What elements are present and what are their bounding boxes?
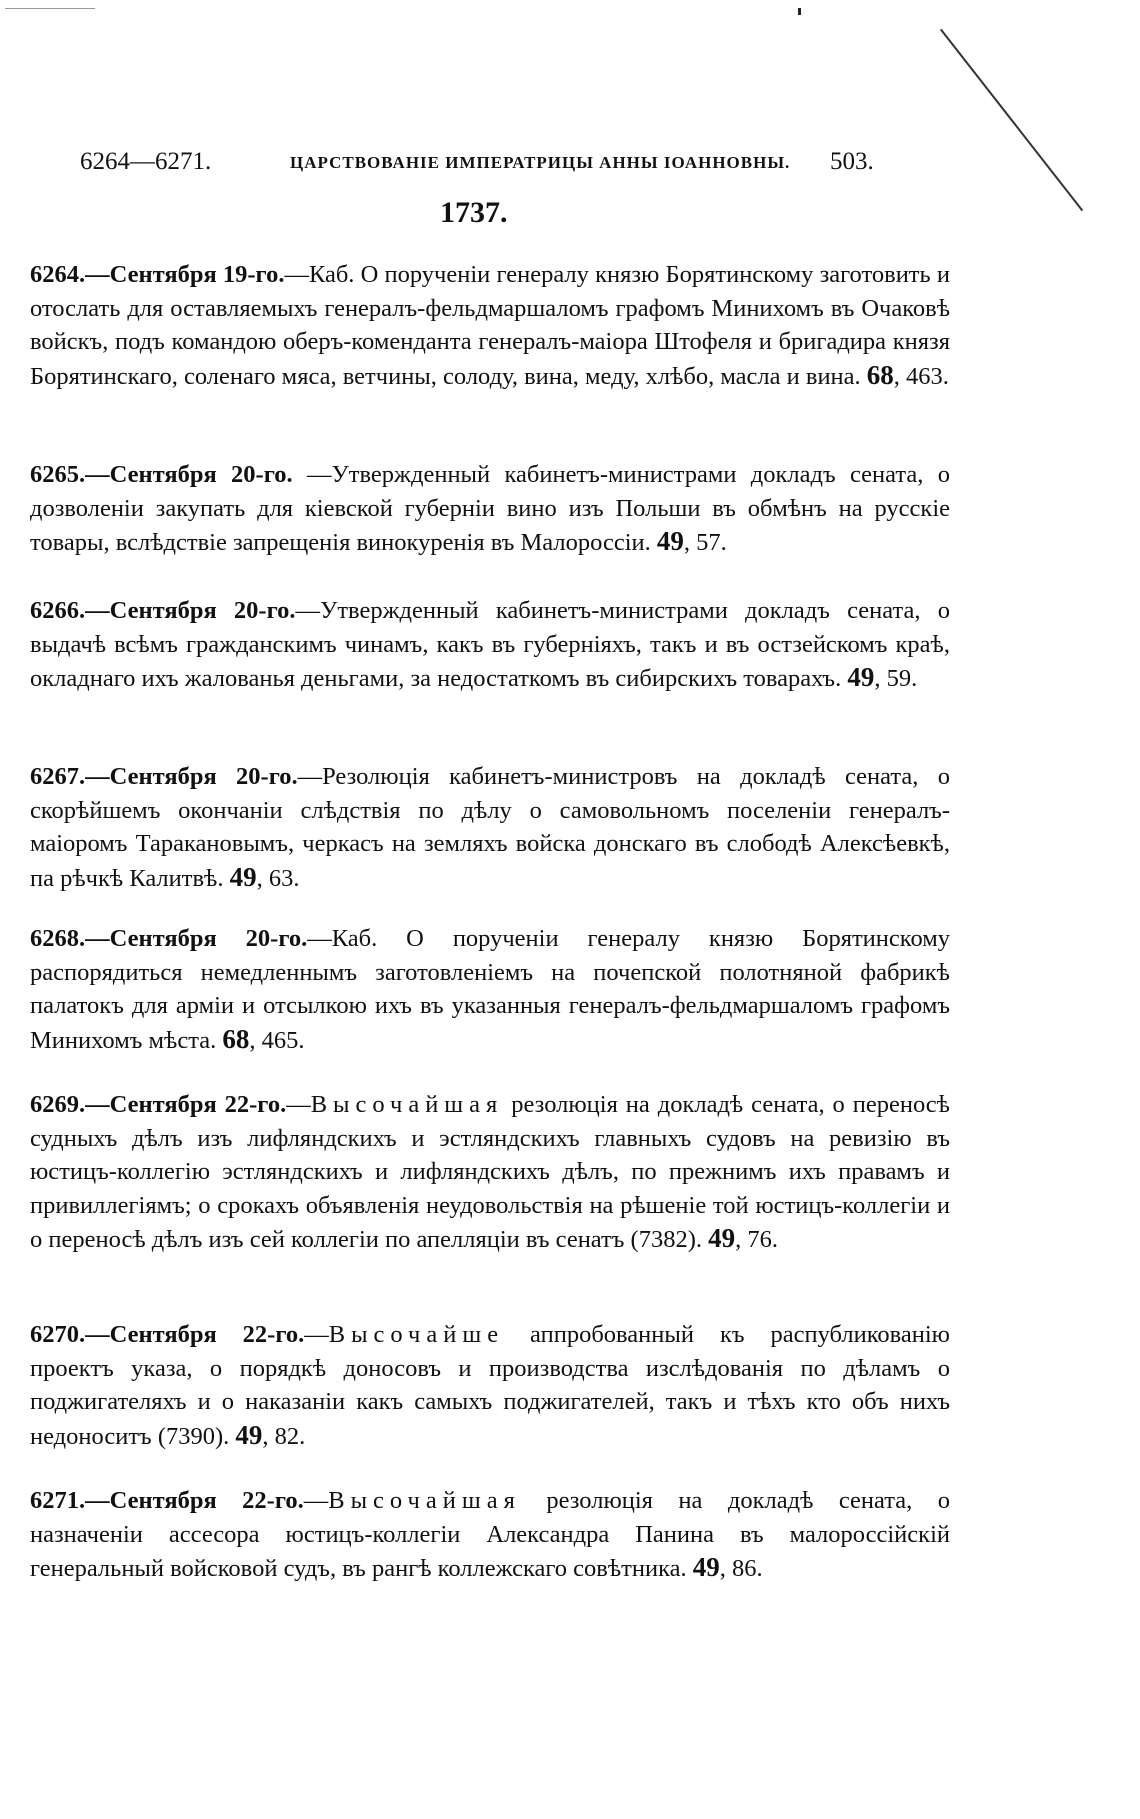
entry-ref-volume: 49	[229, 861, 257, 892]
entry-date: —Сентября 22-го.	[85, 1321, 305, 1348]
entry-6264	[30, 258, 950, 393]
entry-text: —Каб. О порученіи генералу князю Борятинскому заготовить и отослать для оставляемыхъ генералъ-фельдмаршаломъ графомъ Минихомъ въ Очаковѣ войскъ, подъ командою оберъ-коменданта генералъ-маіора Штофеля и бригадира князя Борятинскаго, соленаго мяса, ветчины, солоду, вина, меду, хлѣбо, масла и вина.	[30, 261, 950, 390]
header-title: ЦАРСТВОВАНІЕ ИМПЕРАТРИЦЫ АННЫ ІОАННОВНЫ.	[290, 153, 791, 172]
entry-range: 6264—6271.	[80, 148, 212, 175]
entry-text: аппробованный къ распубликованію проектъ указа, о порядкѣ доносовъ и производства изслѣдованія по дѣламъ о поджигателяхъ и о наказаніи какъ самыхъ поджигателей, такъ и тѣхъ кто объ нихъ недоноситъ (7390).	[30, 1321, 950, 1450]
entry-ref-volume: 49	[847, 662, 875, 692]
entry-date: —Сентября 22-го.	[85, 1091, 287, 1118]
entry-text: —Утвержденный кабинетъ-министрами докладъ сената, о выдачѣ всѣмъ гражданскимъ чинамъ, какъ въ губерніяхъ, такъ и въ остзейскомъ краѣ, окладнаго ихъ жалованья деньгами, за недостаткомъ въ сибирскихъ товарахъ.	[30, 597, 950, 692]
entry-6270	[30, 1318, 950, 1453]
entry-number: 6266.	[30, 597, 86, 624]
entry-6271	[30, 1484, 950, 1586]
entry-ref-page: , 86.	[719, 1555, 763, 1582]
entry-text: —Резолюція кабинетъ-министровъ на докладѣ сената, о скорѣйшемъ окончаніи слѣдствія по дѣлу о самовольномъ поселеніи генералъ-маіоромъ Таракановымъ, черкасъ на земляхъ войска донскаго въ слободѣ Алексѣевкѣ, па рѣчкѣ Калитвѣ.	[30, 763, 950, 892]
entry-number: 6270.	[30, 1321, 86, 1348]
scan-artifact-diagonal	[940, 29, 1083, 211]
entry-date: —Сентября 20-го.	[85, 763, 298, 790]
entry-emphasis: Высочайшая	[328, 1487, 521, 1514]
entry-ref-volume: 49	[708, 1223, 736, 1253]
entry-ref-page: , 465.	[249, 1026, 305, 1054]
entry-date: —Сентября 20-го.	[85, 461, 293, 488]
entry-number: 6265.	[30, 461, 86, 488]
entry-ref-page: , 82.	[262, 1422, 306, 1450]
entry-dash: —	[303, 1487, 329, 1514]
running-header	[80, 148, 880, 188]
entry-number: 6269.	[30, 1091, 86, 1118]
entry-date: —Сентября 19-го.	[85, 261, 285, 288]
entry-text: резолюція на докладѣ сената, о назначеніи ассесора юстицъ-коллегіи Александра Панина въ малороссійскій генеральный войсковой судъ, въ рангѣ коллежскаго совѣтника.	[30, 1487, 950, 1582]
entry-ref-page: , 59.	[874, 665, 918, 692]
entry-ref-volume: 49	[656, 526, 684, 556]
entry-6266	[30, 594, 950, 696]
scan-artifact-dot	[798, 8, 801, 15]
entry-dash: —	[304, 1321, 329, 1348]
entry-ref-page: , 63.	[256, 864, 300, 892]
entry-ref-volume: 49	[692, 1552, 720, 1582]
entry-6268	[30, 922, 950, 1057]
entry-number: 6264.	[30, 261, 86, 288]
entry-date: —Сентября 22-го.	[85, 1487, 304, 1514]
entry-text: резолюція на докладѣ сената, о переносѣ судныхъ дѣлъ изъ лифляндскихъ и эстляндскихъ главныхъ судовъ на ревизію въ юстицъ-коллегію эстляндскихъ и лифляндскихъ дѣлъ, по прежнимъ ихъ правамъ и привиллегіямъ; о срокахъ объявленія неудовольствія на рѣшеніе той юстицъ-коллегіи и о переносѣ дѣлъ изъ сей коллегіи по апелляціи въ сенатъ (7382).	[30, 1091, 950, 1253]
entry-number: 6271.	[30, 1487, 86, 1514]
entry-6265	[30, 458, 950, 560]
entry-text: —Каб. О порученіи генералу князю Борятинскому распорядиться немедленнымъ заготовленіемъ на почепской полотняной фабрикѣ палатокъ для арміи и отсылкою ихъ въ указанныя генералъ-фельдмаршаломъ графомъ Минихомъ мѣста.	[30, 925, 950, 1054]
entry-emphasis: Высочайше	[328, 1321, 505, 1348]
entry-ref-page: , 57.	[683, 529, 727, 556]
page-number: 503.	[830, 148, 874, 175]
entry-ref-volume: 49	[235, 1419, 263, 1450]
entry-emphasis: Высочайшая	[310, 1091, 504, 1118]
entry-6269	[30, 1088, 950, 1257]
entry-dash: —	[286, 1091, 311, 1118]
entry-number: 6267.	[30, 763, 86, 790]
entry-6267	[30, 760, 950, 895]
entry-ref-volume: 68	[866, 359, 894, 390]
entry-text: —Утвержденный кабинетъ-министрами докладъ сената, о дозволеніи закупать для кіевской губерніи вино изъ Польши въ обмѣнъ на русскіе товары, вслѣдствіе запрещенія винокуренія въ Малороссіи.	[30, 461, 950, 556]
scan-artifact-top-left	[5, 8, 95, 9]
entry-date: —Сентября 20-го.	[85, 597, 296, 624]
year-heading: 1737.	[440, 196, 508, 229]
entry-number: 6268.	[30, 925, 86, 952]
entry-ref-page: , 463.	[893, 362, 949, 390]
entry-ref-volume: 68	[222, 1023, 250, 1054]
entry-ref-page: , 76.	[735, 1226, 778, 1253]
entry-date: —Сентября 20-го.	[85, 925, 308, 952]
